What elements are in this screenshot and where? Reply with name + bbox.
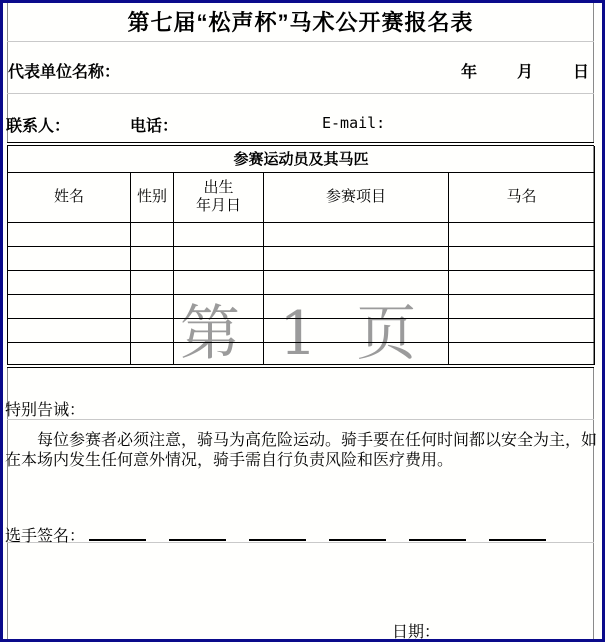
signature-blank[interactable] — [489, 526, 546, 541]
email-label: E-mail: — [322, 114, 386, 132]
roster-cell[interactable] — [8, 294, 131, 318]
roster-cell[interactable] — [449, 342, 595, 364]
roster-cell[interactable] — [264, 246, 449, 270]
roster-cell[interactable] — [174, 270, 264, 294]
roster-cell[interactable] — [174, 318, 264, 342]
roster-cell[interactable] — [8, 246, 131, 270]
roster-row — [8, 342, 595, 364]
roster-cell[interactable] — [449, 318, 595, 342]
col-header-birthdate-line2: 年月日 — [195, 197, 241, 214]
day-label: 日 — [573, 64, 590, 81]
col-header-name — [8, 172, 131, 222]
roster-cell[interactable] — [264, 318, 449, 342]
col-header-event-text: 参赛项目 — [325, 188, 386, 205]
roster-cell[interactable] — [131, 246, 174, 270]
col-header-gender — [131, 172, 174, 222]
roster-cell[interactable] — [174, 222, 264, 246]
roster-cell[interactable] — [131, 318, 174, 342]
roster-cell[interactable] — [264, 294, 449, 318]
roster-cell[interactable] — [131, 294, 174, 318]
page-title: 第七届“松声杯”马术公开赛报名表 — [127, 10, 474, 35]
col-header-event — [264, 172, 449, 222]
page-number-watermark: 第 1 页 — [180, 299, 427, 369]
col-header-horse — [449, 172, 595, 222]
col-header-horse-text: 马名 — [506, 188, 537, 205]
contact-label: 联系人： — [6, 118, 71, 135]
signature-blank[interactable] — [409, 526, 466, 541]
roster-section-title: 参赛运动员及其马匹 — [8, 146, 595, 172]
roster-row — [8, 246, 595, 270]
roster-cell[interactable] — [264, 342, 449, 364]
roster-cell[interactable] — [174, 246, 264, 270]
roster-cell[interactable] — [131, 270, 174, 294]
roster-row — [8, 318, 595, 342]
col-header-birthdate-line1: 出生 — [203, 179, 234, 196]
roster-cell[interactable] — [174, 342, 264, 364]
roster-cell[interactable] — [264, 270, 449, 294]
roster-cell[interactable] — [449, 294, 595, 318]
unit-name-label: 代表单位名称： — [8, 64, 121, 81]
roster-cell[interactable] — [131, 222, 174, 246]
roster-cell[interactable] — [449, 222, 595, 246]
divider — [7, 419, 594, 420]
phone-label: 电话： — [130, 118, 179, 135]
roster-section-row — [8, 146, 595, 172]
roster-cell[interactable] — [449, 246, 595, 270]
col-header-birthdate — [174, 172, 264, 222]
col-header-gender-text: 性别 — [136, 188, 167, 205]
roster-cell[interactable] — [8, 342, 131, 364]
signature-blank[interactable] — [329, 526, 386, 541]
signature-row — [5, 523, 601, 543]
signature-label: 选手签名： — [5, 528, 86, 545]
roster-cell[interactable] — [131, 342, 174, 364]
signature-blank[interactable] — [89, 526, 146, 541]
col-header-name-text: 姓名 — [53, 188, 84, 205]
divider — [7, 41, 594, 42]
date-label: 日期： — [392, 624, 441, 641]
roster-cell[interactable] — [8, 318, 131, 342]
roster-cell[interactable] — [8, 270, 131, 294]
year-label: 年 — [461, 64, 478, 81]
signature-blank[interactable] — [249, 526, 306, 541]
roster-row — [8, 222, 595, 246]
roster-row — [8, 294, 595, 318]
notice-label: 特别告诫： — [5, 402, 86, 419]
notice-body: 每位参赛者必须注意，骑马为高危险运动。骑手要在任何时间都以安全为主，如在本场内发生任何意外情况，骑手需自行负责风险和医疗费用。 — [5, 432, 598, 469]
roster-cell[interactable] — [8, 222, 131, 246]
month-label: 月 — [517, 64, 534, 81]
divider — [7, 93, 594, 94]
signature-blank[interactable] — [169, 526, 226, 541]
roster-cell[interactable] — [449, 270, 595, 294]
roster-table — [7, 146, 595, 365]
roster-row — [8, 270, 595, 294]
roster-cell[interactable] — [264, 222, 449, 246]
roster-cell[interactable] — [174, 294, 264, 318]
roster-header-row — [8, 172, 595, 222]
